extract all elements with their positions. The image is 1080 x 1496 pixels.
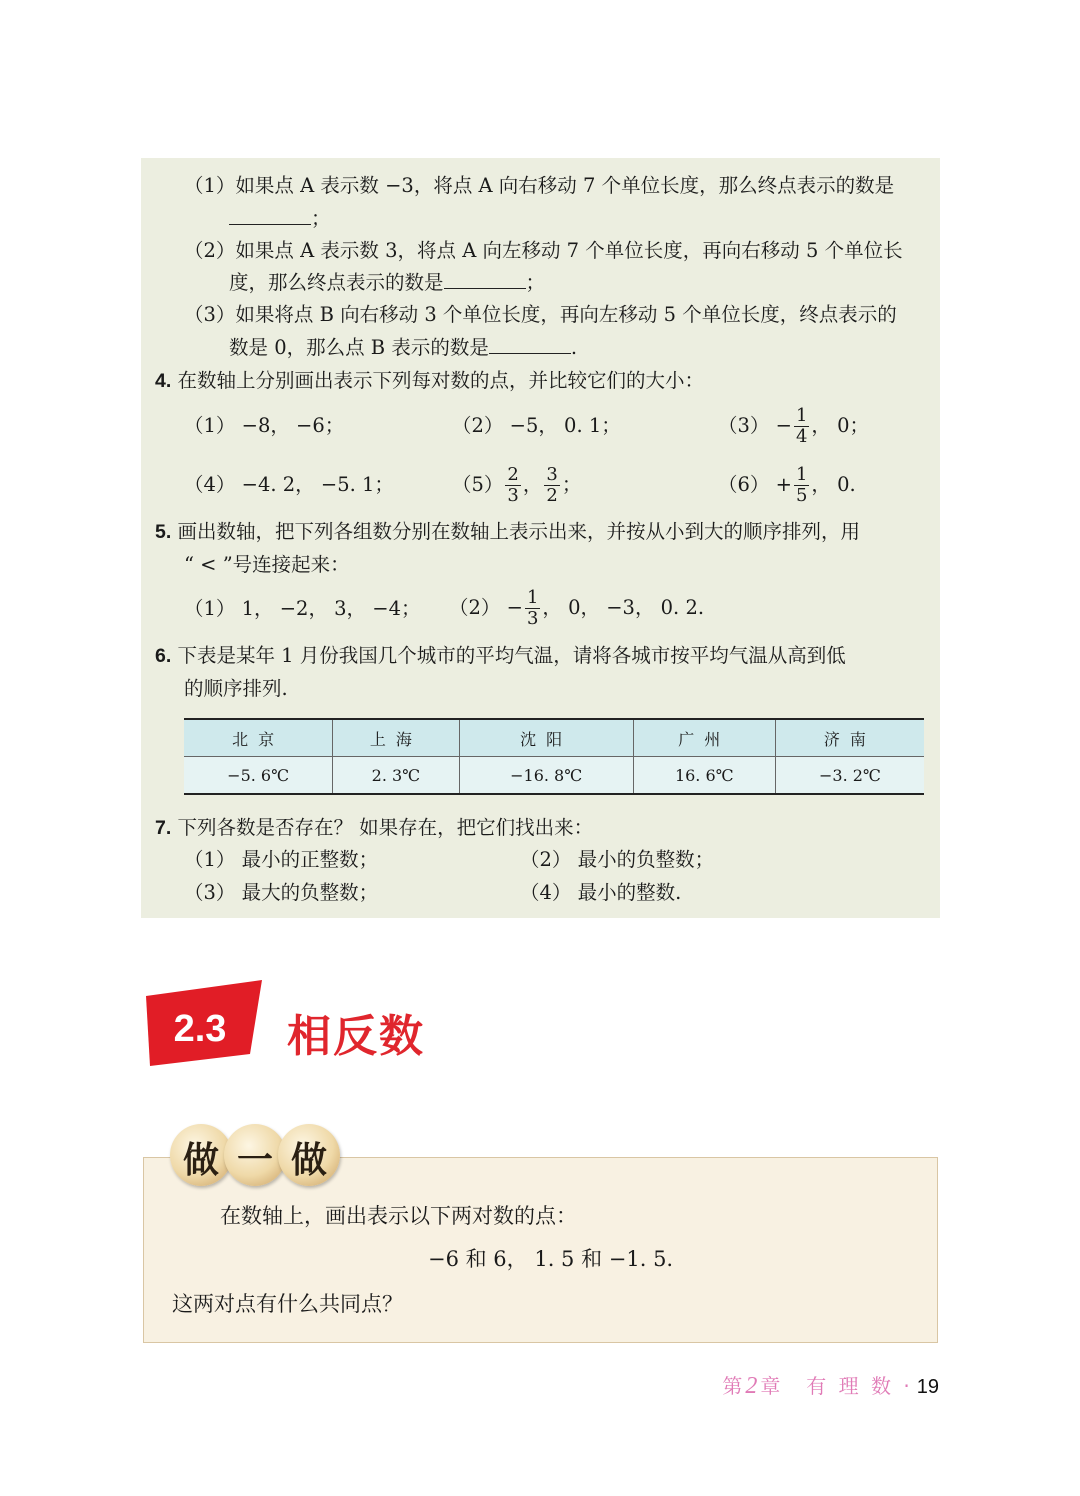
table-cell: −16. 8℃ bbox=[459, 757, 633, 795]
q4-item-2: （2） −5， 0. 1； bbox=[452, 414, 621, 437]
table-row bbox=[184, 757, 924, 795]
fraction: $\frac{1}{3}$ bbox=[526, 587, 539, 629]
q5-item-1: （1） 1， −2， 3， −4； bbox=[184, 597, 421, 620]
q4-item-1: （1） −8， −6； bbox=[184, 414, 345, 437]
fraction: $\frac{1}{5}$ bbox=[795, 464, 808, 506]
page-number: 19 bbox=[916, 1376, 939, 1398]
section-title: 相反数 bbox=[287, 1011, 425, 1062]
answer-blank bbox=[444, 270, 526, 289]
table-cell: 2. 3℃ bbox=[333, 757, 459, 795]
page-footer bbox=[722, 1370, 939, 1400]
table-header-cell: 上海 bbox=[333, 719, 459, 757]
q5-item-2: （2） − $\frac{1}{3}$ ， 0， −3， 0. 2. bbox=[449, 587, 705, 629]
table-header-cell: 济南 bbox=[775, 719, 924, 757]
q3-item-3: （3）如果将点 B 向右移动 3 个单位长度，再向左移动 5 个单位长度，终点表示的 bbox=[184, 303, 897, 326]
q5-question: 5. 画出数轴，把下列各组数分别在数轴上表示出来，并按从小到大的顺序排列，用 bbox=[155, 520, 860, 543]
q4-item-5: （5） $\frac{2}{3}$ ， $\frac{3}{2}$ ； bbox=[452, 464, 582, 506]
fraction: $\frac{2}{3}$ bbox=[507, 464, 519, 506]
table-header-cell: 北京 bbox=[184, 719, 333, 757]
q7-item-3: （3） 最大的负整数； bbox=[184, 881, 379, 904]
table-cell: −5. 6℃ bbox=[184, 757, 333, 795]
q3-item-1: （1）如果点 A 表示数 −3，将点 A 向右移动 7 个单位长度，那么终点表示的数是 bbox=[184, 174, 895, 197]
q6-question: 6. 下表是某年 1 月份我国几个城市的平均气温，请将各城市按平均气温从高到低 bbox=[155, 644, 846, 667]
fraction: $\frac{3}{2}$ bbox=[546, 464, 558, 506]
table-header-row bbox=[184, 719, 924, 757]
q7-item-4: （4） 最小的整数. bbox=[520, 881, 682, 904]
section-number: 2.3 bbox=[173, 1008, 227, 1050]
q4-question: 4. 在数轴上分别画出表示下列每对数的点，并比较它们的大小： bbox=[155, 369, 704, 392]
q3-item-1-blank: ； bbox=[229, 205, 331, 233]
q5-question-cont: “ < ”号连接起来： bbox=[184, 553, 350, 576]
activity-line-2: −6 和 6， 1. 5 和 −1. 5. bbox=[428, 1247, 674, 1271]
q4-item-3: （3） − $\frac{1}{4}$ ， 0； bbox=[718, 405, 870, 447]
header-char: 做 bbox=[290, 1139, 327, 1181]
q6-question-cont: 的顺序排列. bbox=[184, 677, 288, 700]
q7-item-2: （2） 最小的负整数； bbox=[520, 848, 715, 871]
activity-line-1: 在数轴上，画出表示以下两对数的点： bbox=[220, 1204, 577, 1228]
q7-item-1: （1） 最小的正整数； bbox=[184, 848, 379, 871]
q4-item-6: （6） + $\frac{1}{5}$ ， 0. bbox=[718, 464, 856, 506]
q3-item-3-cont: 数是 0，那么点 B 表示的数是 . bbox=[229, 336, 578, 359]
answer-blank bbox=[229, 206, 311, 225]
q3-item-2: （2）如果点 A 表示数 3，将点 A 向左移动 7 个单位长度，再向右移动 5 个单位长 bbox=[184, 239, 903, 262]
table-header-cell: 广州 bbox=[633, 719, 775, 757]
chapter-label: 第2章 有 理 数 · bbox=[722, 1373, 913, 1399]
activity-header bbox=[170, 1124, 340, 1186]
table-cell: 16. 6℃ bbox=[633, 757, 775, 795]
table-cell: −3. 2℃ bbox=[775, 757, 924, 795]
fraction: $\frac{1}{4}$ bbox=[795, 405, 808, 447]
header-char: 做 bbox=[182, 1139, 219, 1181]
header-char: 一 bbox=[236, 1139, 273, 1181]
answer-blank bbox=[489, 335, 571, 354]
q7-question: 7. 下列各数是否存在？ 如果存在，把它们找出来： bbox=[155, 816, 594, 839]
q4-item-4: （4） −4. 2， −5. 1； bbox=[184, 473, 394, 496]
q3-item-2-cont: 度，那么终点表示的数是 ； bbox=[229, 271, 546, 294]
table-header-cell: 沈阳 bbox=[459, 719, 633, 757]
activity-line-3: 这两对点有什么共同点？ bbox=[172, 1292, 403, 1316]
temperature-table bbox=[184, 718, 924, 795]
